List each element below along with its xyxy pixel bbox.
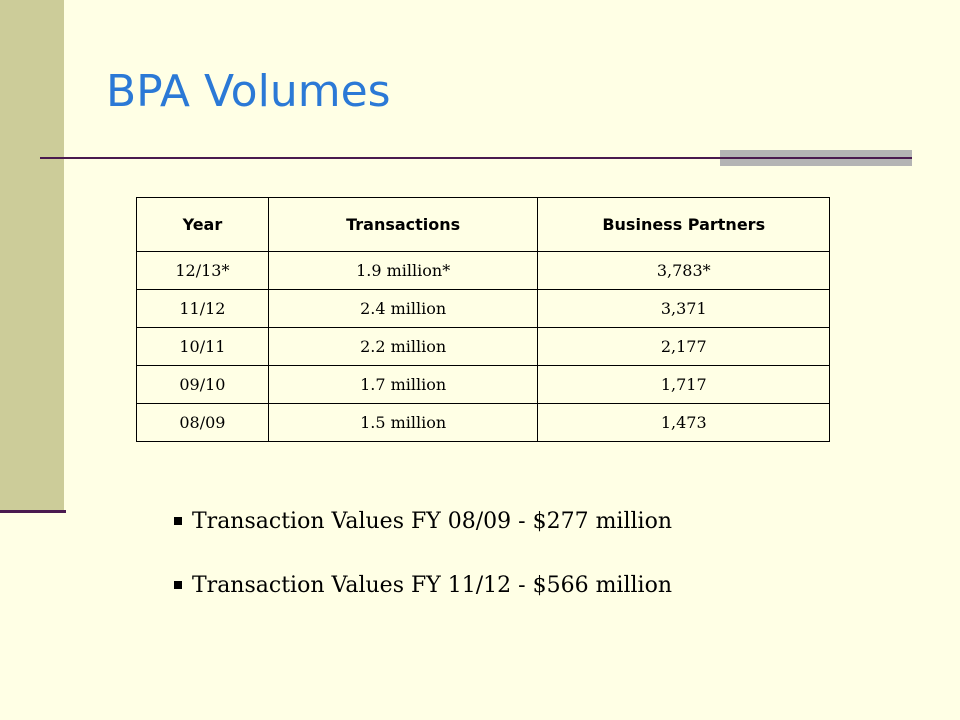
cell-transactions: 2.2 million xyxy=(268,328,538,366)
cell-year: 09/10 xyxy=(137,366,269,404)
table-row xyxy=(137,366,830,404)
cell-year: 08/09 xyxy=(137,404,269,442)
cell-transactions: 2.4 million xyxy=(268,290,538,328)
table-row xyxy=(137,290,830,328)
bullet-list xyxy=(170,504,672,632)
cell-transactions: 1.5 million xyxy=(268,404,538,442)
table-row xyxy=(137,252,830,290)
header-transactions: Transactions xyxy=(268,198,538,252)
cell-business-partners: 1,473 xyxy=(538,404,830,442)
bullet-text: Transaction Values FY 11/12 - $566 million xyxy=(192,572,672,598)
cell-transactions: 1.7 million xyxy=(268,366,538,404)
title-rule xyxy=(40,157,912,159)
cell-year: 10/11 xyxy=(137,328,269,366)
cell-business-partners: 1,717 xyxy=(538,366,830,404)
slide-title: BPA Volumes xyxy=(106,66,391,117)
cell-business-partners: 3,783* xyxy=(538,252,830,290)
left-band-underline xyxy=(0,510,66,513)
header-business-partners: Business Partners xyxy=(538,198,830,252)
cell-business-partners: 2,177 xyxy=(538,328,830,366)
bullet-text: Transaction Values FY 08/09 - $277 million xyxy=(192,508,672,534)
square-bullet-icon xyxy=(174,517,182,525)
bullet-item xyxy=(170,504,672,538)
table-row xyxy=(137,404,830,442)
volumes-table xyxy=(136,197,830,442)
cell-transactions: 1.9 million* xyxy=(268,252,538,290)
bullet-item xyxy=(170,568,672,602)
left-decorative-band xyxy=(0,0,64,512)
cell-business-partners: 3,371 xyxy=(538,290,830,328)
header-year: Year xyxy=(137,198,269,252)
table-header-row xyxy=(137,198,830,252)
cell-year: 12/13* xyxy=(137,252,269,290)
square-bullet-icon xyxy=(174,581,182,589)
cell-year: 11/12 xyxy=(137,290,269,328)
table-row xyxy=(137,328,830,366)
